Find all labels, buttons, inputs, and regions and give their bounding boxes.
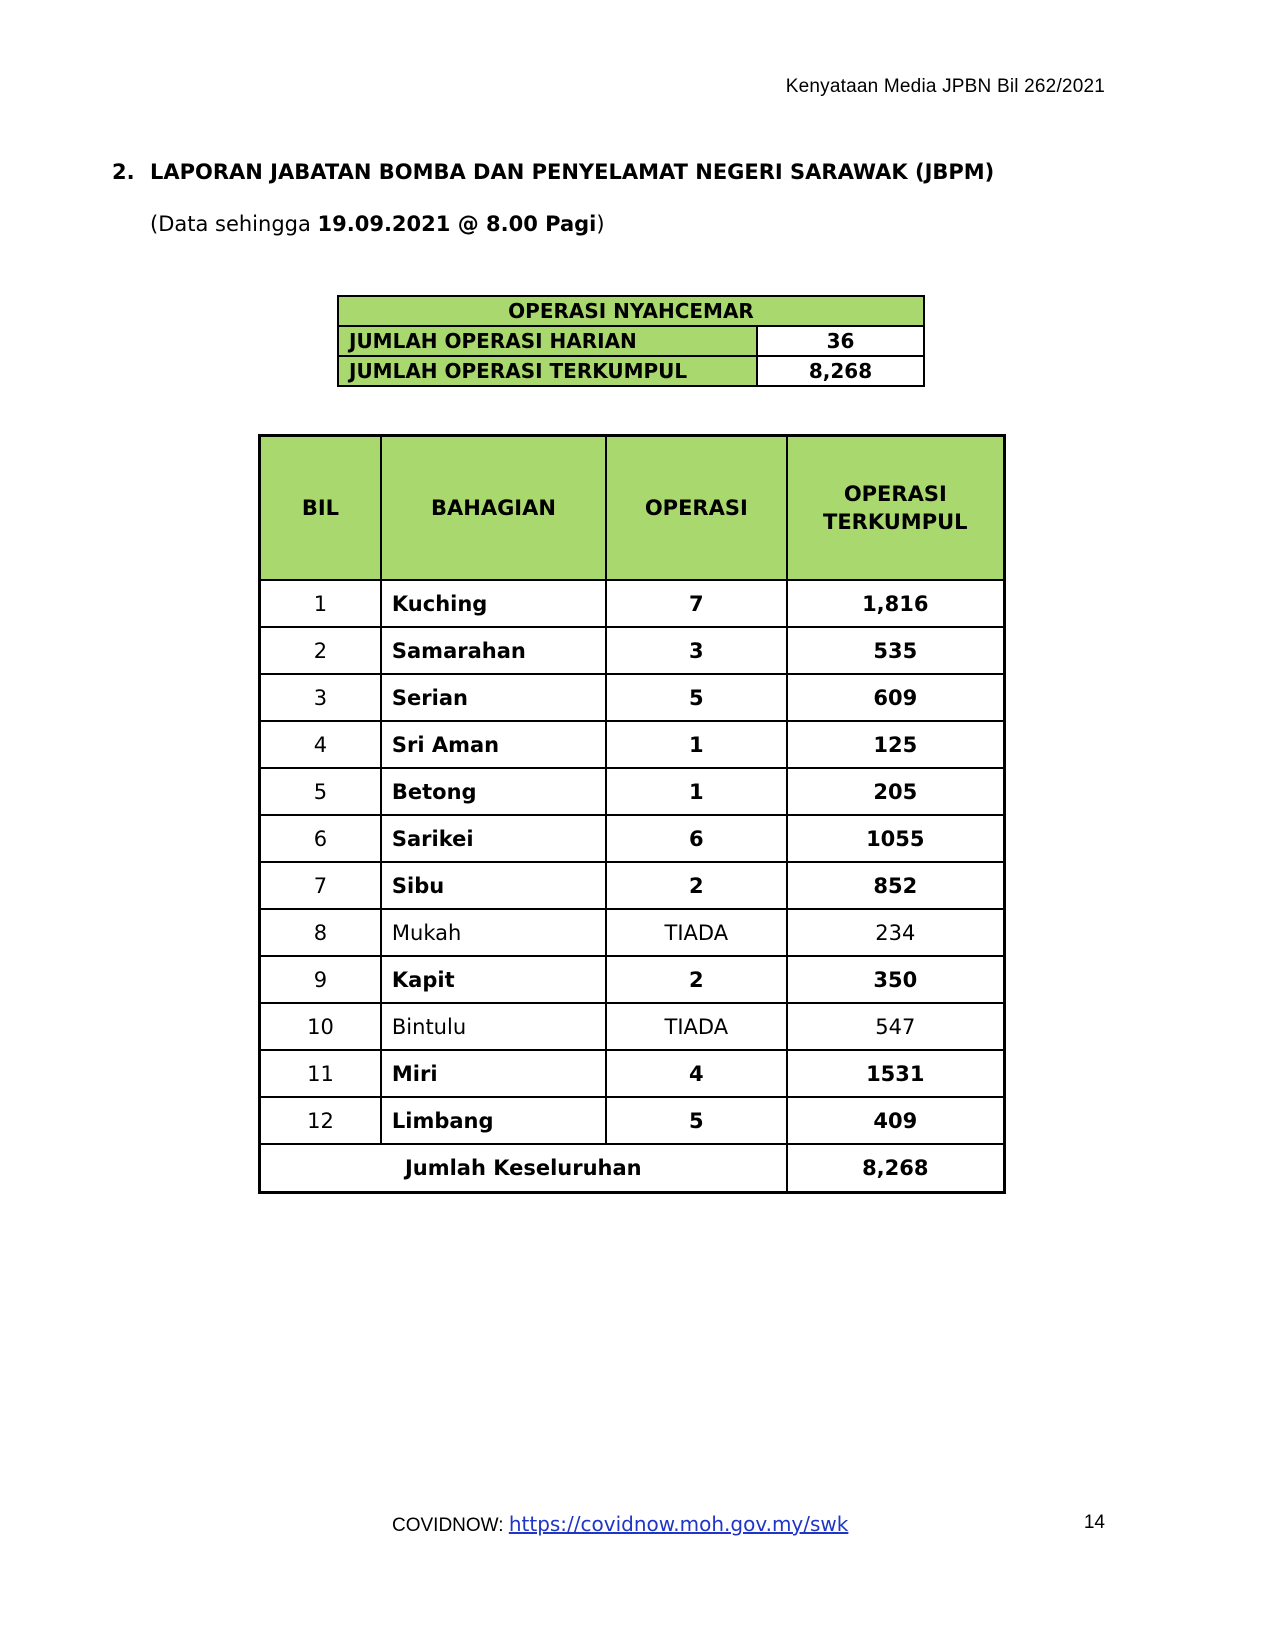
- table-row: [260, 862, 1005, 909]
- row-bil: 2: [260, 627, 381, 674]
- total-value: 8,268: [787, 1144, 1005, 1193]
- row-operasi: TIADA: [606, 909, 787, 956]
- row-operasi-terkumpul: 205: [787, 768, 1005, 815]
- page-number: 14: [1083, 1512, 1105, 1533]
- summary-row: [338, 326, 924, 356]
- table-row: [260, 627, 1005, 674]
- row-operasi: 6: [606, 815, 787, 862]
- row-bahagian: Sri Aman: [381, 721, 606, 768]
- row-operasi-terkumpul: 125: [787, 721, 1005, 768]
- table-row: [260, 1097, 1005, 1144]
- summary-row: [338, 356, 924, 386]
- table-row: [260, 1050, 1005, 1097]
- row-operasi: 7: [606, 580, 787, 627]
- row-bahagian: Betong: [381, 768, 606, 815]
- section-number: 2.: [112, 160, 135, 184]
- covidnow-link[interactable]: https://covidnow.moh.gov.my/swk: [508, 1512, 849, 1536]
- row-bahagian: Sibu: [381, 862, 606, 909]
- summary-title: OPERASI NYAHCEMAR: [338, 296, 924, 326]
- table-row: [260, 674, 1005, 721]
- summary-table: [337, 295, 925, 387]
- row-bil: 1: [260, 580, 381, 627]
- header-operasi: OPERASI: [606, 436, 787, 581]
- section-heading: [112, 160, 994, 184]
- row-bil: 12: [260, 1097, 381, 1144]
- table-body: [260, 580, 1005, 1144]
- table-row: [260, 580, 1005, 627]
- data-note-close: ): [596, 212, 605, 236]
- row-operasi: 3: [606, 627, 787, 674]
- row-operasi-terkumpul: 409: [787, 1097, 1005, 1144]
- row-bil: 9: [260, 956, 381, 1003]
- row-operasi: TIADA: [606, 1003, 787, 1050]
- row-operasi-terkumpul: 1,816: [787, 580, 1005, 627]
- header-bahagian: BAHAGIAN: [381, 436, 606, 581]
- table-row: [260, 815, 1005, 862]
- row-operasi: 5: [606, 1097, 787, 1144]
- row-bahagian: Sarikei: [381, 815, 606, 862]
- row-bahagian: Kuching: [381, 580, 606, 627]
- row-operasi-terkumpul: 852: [787, 862, 1005, 909]
- row-bil: 6: [260, 815, 381, 862]
- row-operasi-terkumpul: 609: [787, 674, 1005, 721]
- row-bahagian: Serian: [381, 674, 606, 721]
- row-bil: 5: [260, 768, 381, 815]
- row-operasi: 5: [606, 674, 787, 721]
- row-operasi: 1: [606, 721, 787, 768]
- table-row: [260, 721, 1005, 768]
- row-bil: 8: [260, 909, 381, 956]
- row-bil: 10: [260, 1003, 381, 1050]
- data-as-of-note: [150, 212, 605, 236]
- summary-value: 8,268: [757, 356, 924, 386]
- row-bahagian: Kapit: [381, 956, 606, 1003]
- row-operasi-terkumpul: 1055: [787, 815, 1005, 862]
- row-operasi: 4: [606, 1050, 787, 1097]
- table-row: [260, 909, 1005, 956]
- row-bahagian: Miri: [381, 1050, 606, 1097]
- summary-label: JUMLAH OPERASI HARIAN: [338, 326, 757, 356]
- total-label: Jumlah Keseluruhan: [260, 1144, 787, 1193]
- header-terkumpul-line2: TERKUMPUL: [823, 510, 968, 534]
- table-row: [260, 768, 1005, 815]
- data-note-date: 19.09.2021 @ 8.00 Pagi: [317, 212, 597, 236]
- header-terkumpul-line1: OPERASI: [843, 482, 947, 506]
- summary-title-row: [338, 296, 924, 326]
- data-note-open: (Data sehingga: [150, 212, 318, 236]
- row-bahagian: Bintulu: [381, 1003, 606, 1050]
- row-operasi: 1: [606, 768, 787, 815]
- table-row: [260, 1003, 1005, 1050]
- header-operasi-terkumpul: [787, 436, 1005, 581]
- footer-label: COVIDNOW:: [392, 1515, 509, 1536]
- row-bil: 4: [260, 721, 381, 768]
- row-bil: 7: [260, 862, 381, 909]
- table-row: [260, 956, 1005, 1003]
- row-bil: 11: [260, 1050, 381, 1097]
- row-operasi-terkumpul: 1531: [787, 1050, 1005, 1097]
- table-header-row: [260, 436, 1005, 581]
- summary-label: JUMLAH OPERASI TERKUMPUL: [338, 356, 757, 386]
- division-operations-table: [258, 434, 1006, 1194]
- row-operasi-terkumpul: 350: [787, 956, 1005, 1003]
- row-operasi-terkumpul: 535: [787, 627, 1005, 674]
- row-operasi: 2: [606, 956, 787, 1003]
- header-bil: BIL: [260, 436, 381, 581]
- footer: [392, 1512, 848, 1537]
- section-title: LAPORAN JABATAN BOMBA DAN PENYELAMAT NEGERI SARAWAK (JBPM): [150, 160, 995, 184]
- row-bil: 3: [260, 674, 381, 721]
- document-reference: Kenyataan Media JPBN Bil 262/2021: [785, 76, 1105, 97]
- summary-value: 36: [757, 326, 924, 356]
- row-bahagian: Mukah: [381, 909, 606, 956]
- row-operasi-terkumpul: 234: [787, 909, 1005, 956]
- row-operasi: 2: [606, 862, 787, 909]
- row-bahagian: Samarahan: [381, 627, 606, 674]
- row-bahagian: Limbang: [381, 1097, 606, 1144]
- row-operasi-terkumpul: 547: [787, 1003, 1005, 1050]
- total-row: [260, 1144, 1005, 1193]
